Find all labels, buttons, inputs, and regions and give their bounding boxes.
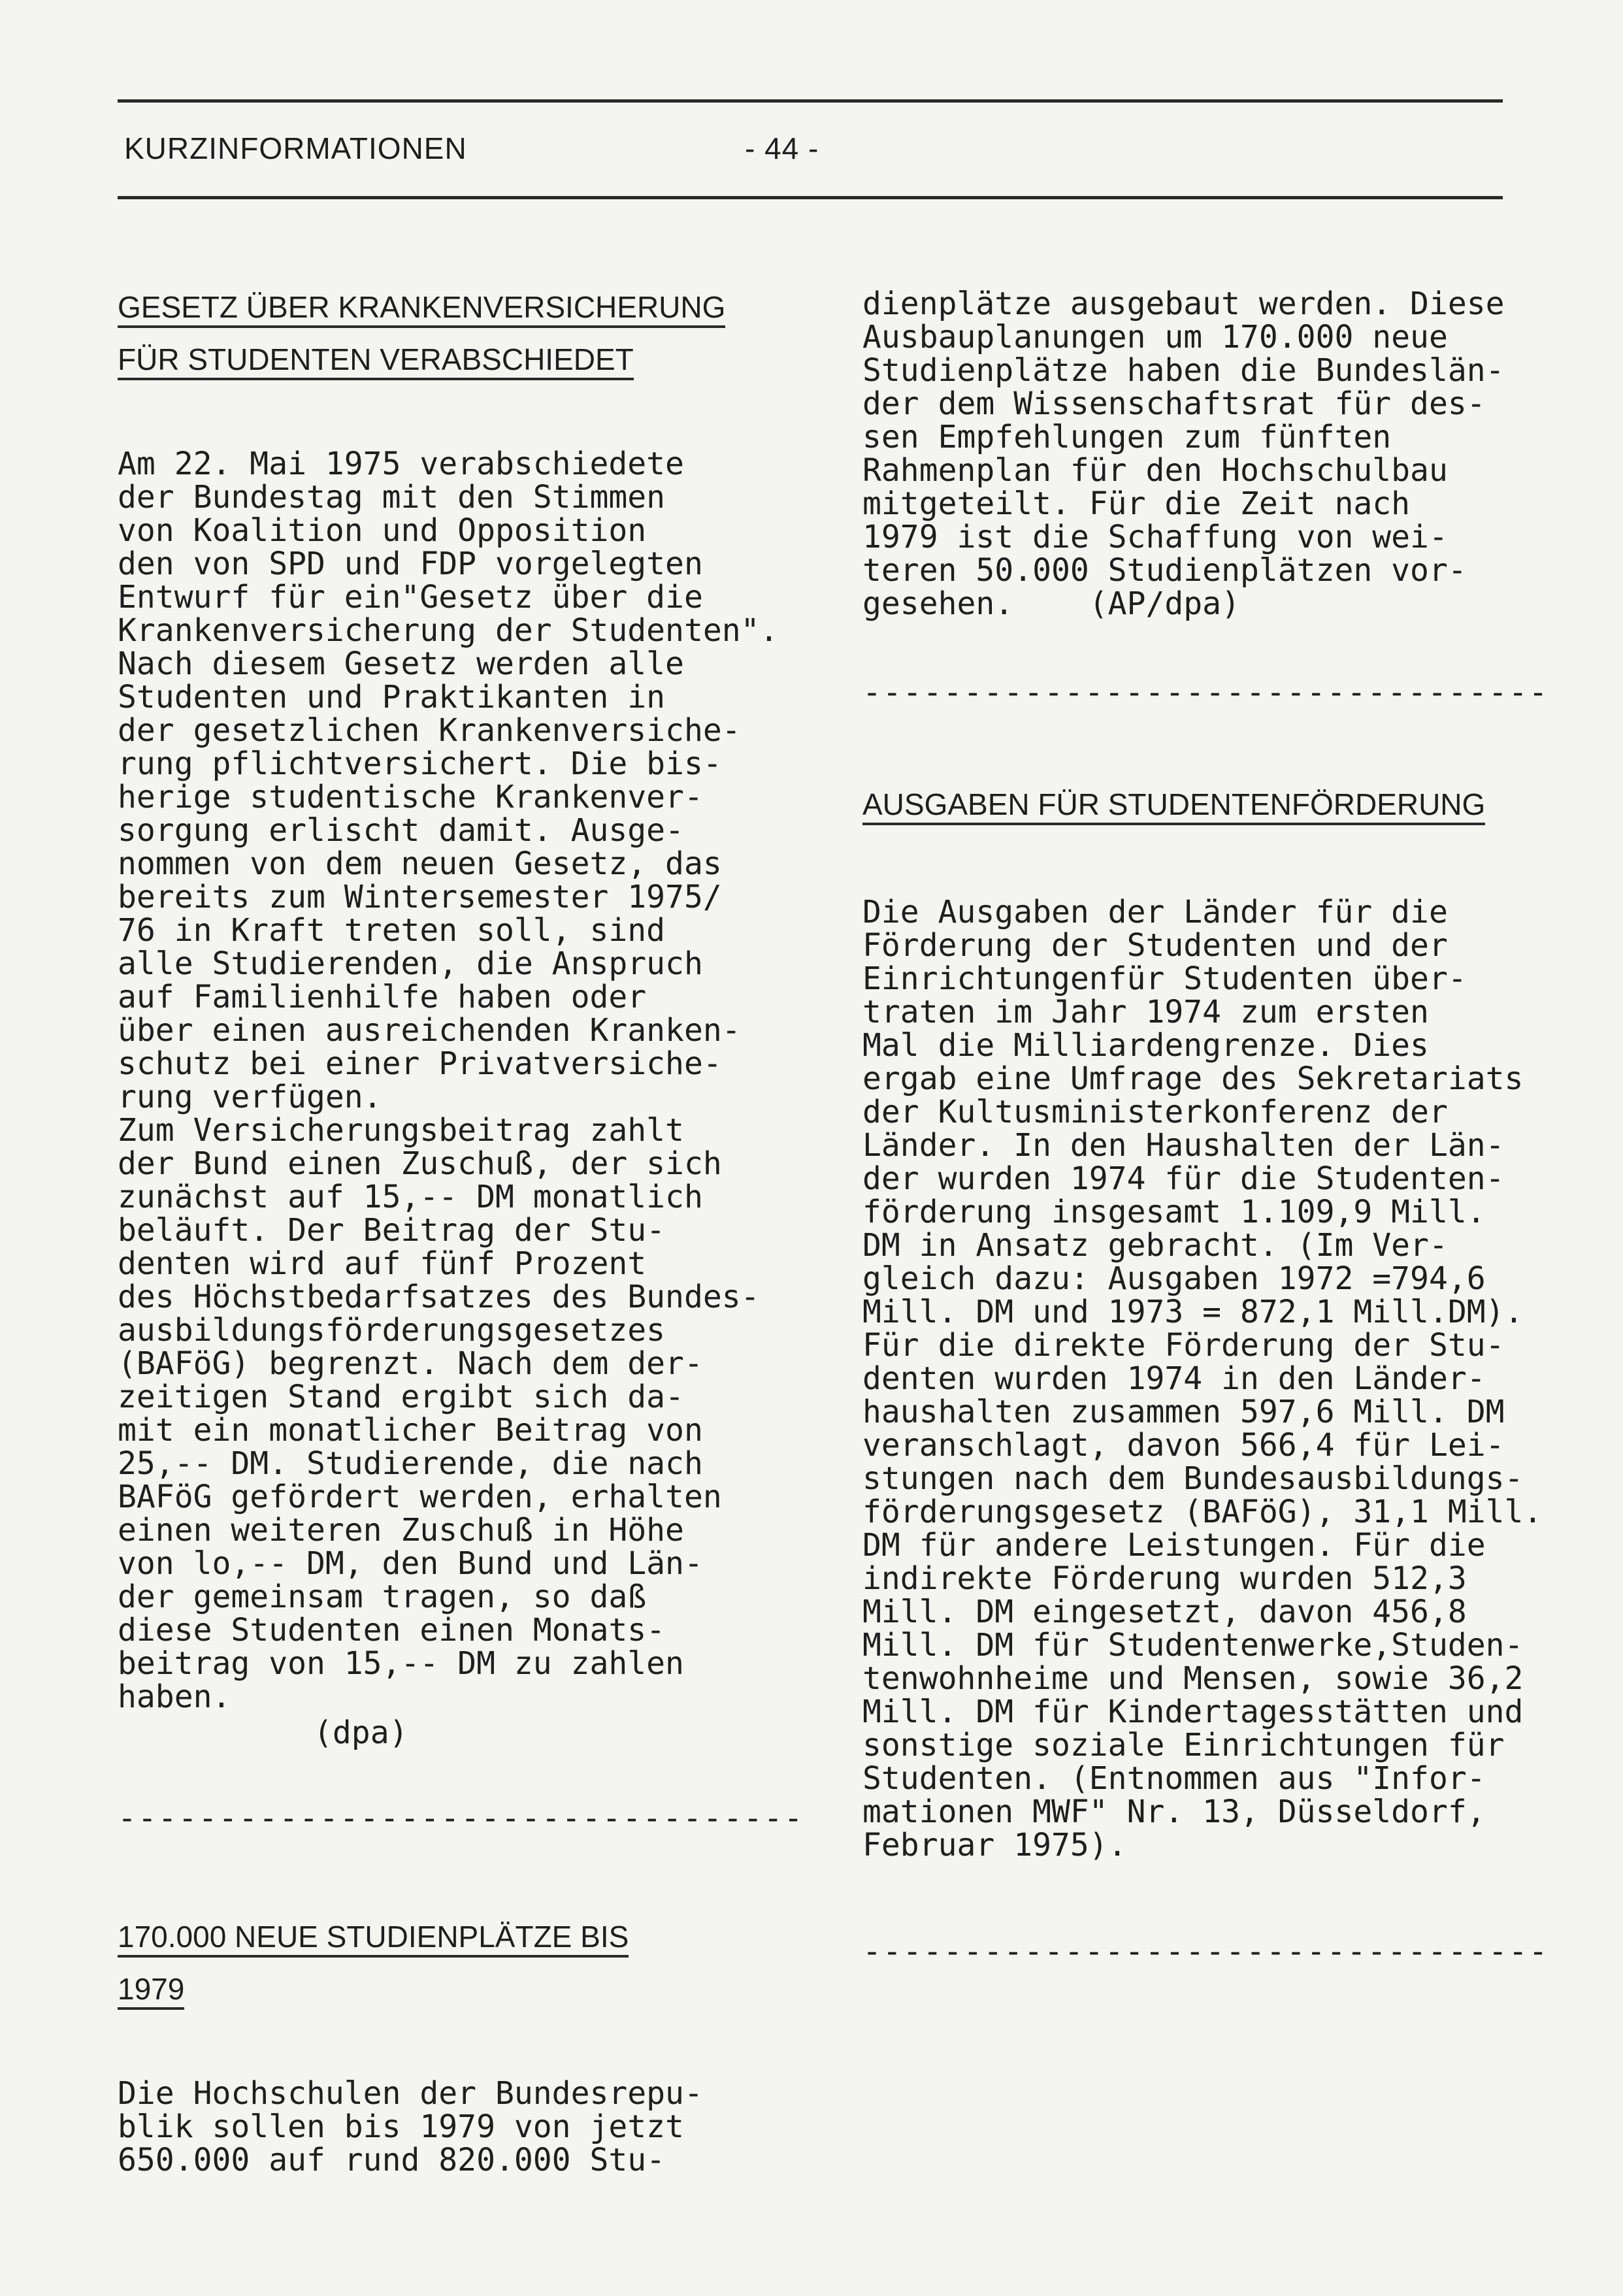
article3-line: sonstige soziale Einrichtungen für (862, 1727, 1505, 1763)
article1-line: alle Studierenden, die Anspruch (118, 945, 703, 982)
article1-line: zeitigen Stand ergibt sich da- (118, 1379, 684, 1415)
article1-heading-line-1: GESETZ ÜBER KRANKENVERSICHERUNG (118, 290, 725, 328)
article1-heading-line-2: FÜR STUDENTEN VERABSCHIEDET (118, 342, 634, 380)
article3-heading-line-1: AUSGABEN FÜR STUDENTENFÖRDERUNG (862, 787, 1485, 825)
article1-line: den von SPD und FDP vorgelegten (118, 546, 703, 582)
article1-line: beläuft. Der Beitrag der Stu- (118, 1212, 666, 1249)
article1-line: der gemeinsam tragen, so daß (118, 1579, 647, 1615)
article2-continued-line: sen Empfehlungen zum fünften (862, 419, 1392, 455)
article3-line: denten wurden 1974 in den Länder- (862, 1360, 1486, 1397)
section-title: KURZINFORMATIONEN (124, 131, 467, 165)
article3-line: der Kultusministerkonferenz der (862, 1094, 1448, 1130)
article1-line: Am 22. Mai 1975 verabschiedete (118, 446, 684, 482)
article1-line: rung verfügen. (118, 1079, 382, 1115)
article1-line: Entwurf für ein"Gesetz über die (118, 579, 703, 615)
article2-continued-line: 1979 ist die Schaffung von wei- (862, 519, 1448, 555)
article1-line: Studenten und Praktikanten in (118, 679, 666, 715)
article1-line: von lo,-- DM, den Bund und Län- (118, 1545, 703, 1582)
article1-line: 25,-- DM. Studierende, die nach (118, 1445, 703, 1482)
separator-right-1: ---------------------------------- (862, 674, 1549, 711)
article1-line: Zum Versicherungsbeitrag zahlt (118, 1112, 684, 1149)
article3-line: DM in Ansatz gebracht. (Im Ver- (862, 1227, 1448, 1264)
article2-continued-line: mitgeteilt. Für die Zeit nach (862, 485, 1411, 522)
article3-line: gleich dazu: Ausgaben 1972 =794,6 (862, 1260, 1486, 1297)
article3-line: Die Ausgaben der Länder für die (862, 894, 1448, 930)
article1-line: einen weiteren Zuschuß in Höhe (118, 1512, 684, 1549)
article3-line: Für die direkte Förderung der Stu- (862, 1327, 1505, 1364)
article3-line: haushalten zusammen 597,6 Mill. DM (862, 1394, 1505, 1430)
article3-line: ergab eine Umfrage des Sekretariats (862, 1060, 1524, 1097)
article2-heading (118, 1911, 823, 2015)
article2-line: 650.000 auf rund 820.000 Stu- (118, 2142, 666, 2178)
article3-line: Länder. In den Haushalten der Län- (862, 1127, 1505, 1164)
article1-line: der Bund einen Zuschuß, der sich (118, 1145, 722, 1182)
article3-line: der wurden 1974 für die Studenten- (862, 1160, 1505, 1197)
article1-line: nommen von dem neuen Gesetz, das (118, 845, 722, 882)
article3-line: tenwohnheime und Mensen, sowie 36,2 (862, 1660, 1524, 1697)
right-column (862, 287, 1581, 1969)
article3-line: Mill. DM für Kindertagesstätten und (862, 1694, 1524, 1730)
article2-line: Die Hochschulen der Bundesrepu- (118, 2075, 703, 2112)
separator-right-2: ---------------------------------- (862, 1933, 1549, 1970)
article3-line: traten im Jahr 1974 zum ersten (862, 994, 1429, 1030)
article2-continued-line: Rahmenplan für den Hochschulbau (862, 452, 1448, 489)
article3-line: Mill. DM eingesetzt, davon 456,8 (862, 1594, 1467, 1630)
article2-continued-line: gesehen. (AP/dpa) (862, 585, 1240, 622)
article2-continued-line: Ausbauplanungen um 170.000 neue (862, 319, 1448, 355)
article3-line: veranschlagt, davon 566,4 für Lei- (862, 1427, 1505, 1464)
header-bottom-rule (118, 196, 1503, 199)
article3-line: Februar 1975). (862, 1827, 1127, 1863)
page-number: - 44 - (745, 131, 819, 165)
article1-line: 76 in Kraft treten soll, sind (118, 912, 666, 949)
article1-line: denten wird auf fünf Prozent (118, 1245, 647, 1282)
article1-source: (dpa) (314, 1714, 408, 1751)
article3-line: Mill. DM und 1973 = 872,1 Mill.DM). (862, 1294, 1524, 1330)
article1-line: ausbildungsförderungsgesetzes (118, 1312, 666, 1349)
article3-line: förderung insgesamt 1.109,9 Mill. (862, 1194, 1486, 1230)
article1-line: von Koalition und Opposition (118, 512, 647, 549)
article1-line: mit ein monatlicher Beitrag von (118, 1412, 703, 1449)
article1-line: Nach diesem Gesetz werden alle (118, 646, 684, 682)
article3-body (862, 896, 1581, 1862)
article3-line: Studenten. (Entnommen aus "Infor- (862, 1760, 1486, 1797)
article1-line: sorgung erlischt damit. Ausge- (118, 812, 684, 849)
article1-line: diese Studenten einen Monats- (118, 1612, 666, 1648)
article2-continued-line: der dem Wissenschaftsrat für des- (862, 385, 1486, 422)
article3-line: DM für andere Leistungen. Für die (862, 1527, 1486, 1564)
article1-line: herige studentische Krankenver- (118, 779, 703, 815)
article1-line: beitrag von 15,-- DM zu zahlen (118, 1645, 684, 1682)
article1-body (118, 448, 823, 1714)
article1-line: BAFöG gefördert werden, erhalten (118, 1479, 722, 1515)
article2-continued-line: dienplätze ausgebaut werden. Diese (862, 286, 1505, 322)
article2-heading-line-2: 1979 (118, 1972, 184, 2010)
article1-line: schutz bei einer Privatversiche- (118, 1045, 722, 1082)
article1-line: haben. (118, 1679, 231, 1715)
left-column (118, 281, 823, 2177)
article2-continued-line: Studienplätze haben die Bundeslän- (862, 352, 1505, 389)
article3-line: Mal die Milliardengrenze. Dies (862, 1027, 1429, 1064)
article2-continued-body (862, 287, 1581, 621)
article1-line: auf Familienhilfe haben oder (118, 979, 647, 1015)
article1-line: Krankenversicherung der Studenten". (118, 612, 779, 649)
article3-line: indirekte Förderung wurden 512,3 (862, 1560, 1467, 1597)
article1-line: bereits zum Wintersemester 1975/ (118, 879, 722, 915)
article1-line: über einen ausreichenden Kranken- (118, 1012, 741, 1049)
article1-line: der gesetzlichen Krankenversiche- (118, 712, 741, 749)
article3-line: mationen MWF" Nr. 13, Düsseldorf, (862, 1794, 1486, 1830)
article3-line: Mill. DM für Studentenwerke,Studen- (862, 1627, 1524, 1664)
article1-heading (118, 281, 823, 385)
article3-heading (862, 778, 1581, 830)
article3-line: Einrichtungenfür Studenten über- (862, 960, 1467, 997)
article2-continued-line: teren 50.000 Studienplätzen vor- (862, 552, 1467, 589)
article2-heading-line-1: 170.000 NEUE STUDIENPLÄTZE BIS (118, 1920, 629, 1958)
article3-line: förderungsgesetz (BAFöG), 31,1 Mill. (862, 1494, 1543, 1530)
article2-line: blik sollen bis 1979 von jetzt (118, 2108, 684, 2145)
article1-line: (BAFöG) begrenzt. Nach dem der- (118, 1345, 703, 1382)
article1-line: der Bundestag mit den Stimmen (118, 479, 666, 516)
article3-line: Förderung der Studenten und der (862, 927, 1448, 964)
header-top-rule (118, 99, 1503, 103)
article2-body (118, 2077, 823, 2177)
article1-line: rung pflichtversichert. Die bis- (118, 746, 722, 782)
separator-left-1: ---------------------------------- (118, 1800, 804, 1837)
article1-line: des Höchstbedarfsatzes des Bundes- (118, 1279, 760, 1315)
article1-line: zunächst auf 15,-- DM monatlich (118, 1179, 703, 1215)
article3-line: stungen nach dem Bundesausbildungs- (862, 1460, 1524, 1497)
